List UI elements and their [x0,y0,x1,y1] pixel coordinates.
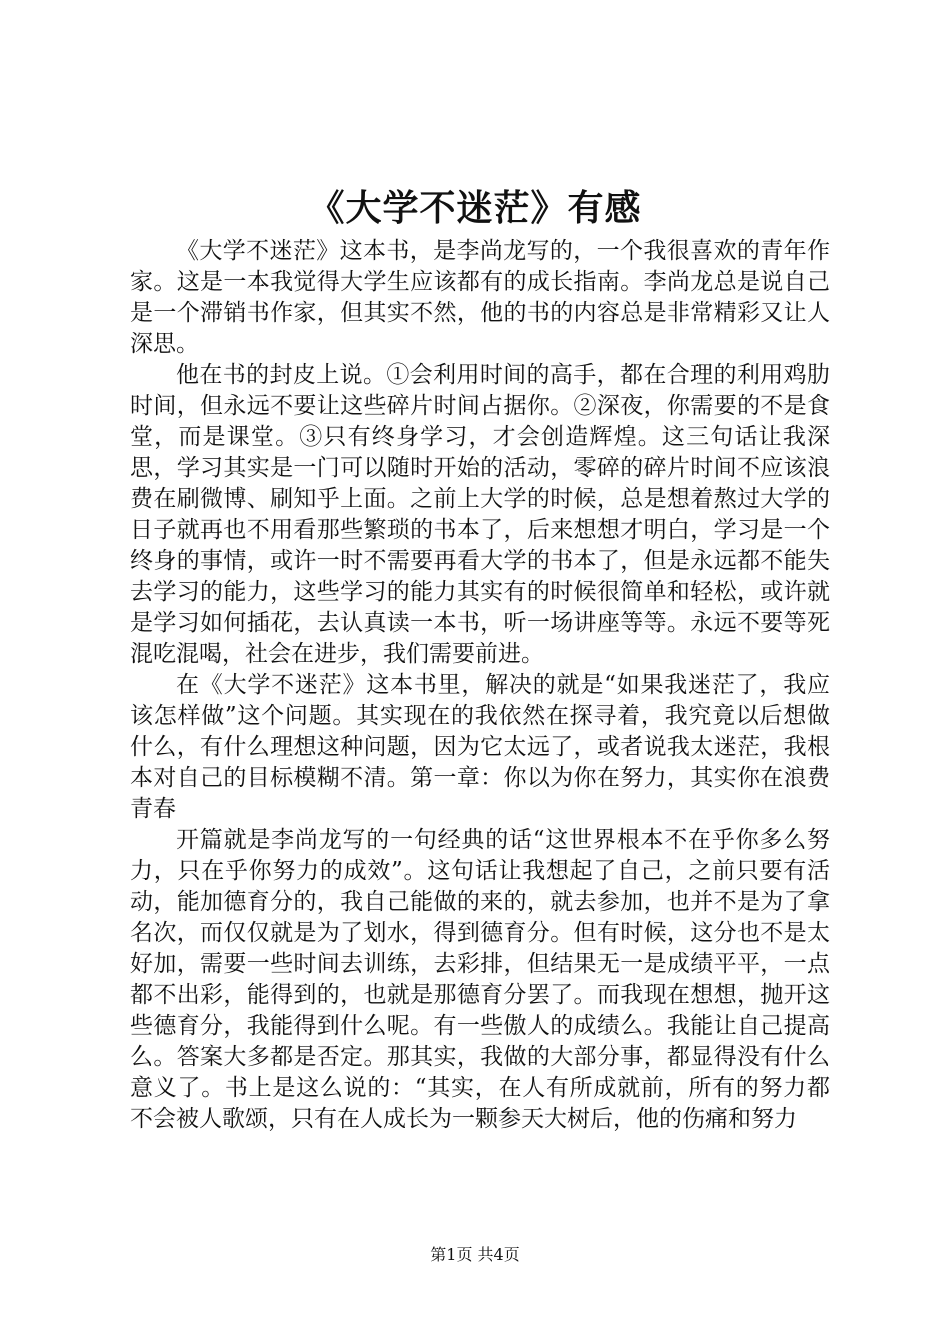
page-number-footer: 第1页 共4页 [430,1245,520,1264]
document-title: 《大学不迷茫》有感 [308,187,642,229]
paragraph: 开篇就是李尚龙写的一句经典的话“这世界根本不在乎你多么努力，只在乎你努力的成效”。这句话让我想起了自己，之前只要有活动，能加德育分的，我自己能做的来的，就去参加，也并不是为了拿名次，而仅仅就是为了划水，得到德育分。但有时候，这分也不是太好加，需要一些时间去训练，去彩排，但结果无一是成绩平平，一点都不出彩，能得到的，也就是那德育分罢了。而我现在想想，抛开这些德育分，我能得到什么呢。有一些傲人的成绩么。我能让自己提高么。答案大多都是否定。那其实，我做的大部分事，都显得没有什么意义了。书上是这么说的：“其实，在人有所成就前，所有的努力都不会被人歌颂，只有在人成长为一颗参天大树后，他的伤痛和努力 [130,827,830,1132]
paragraph: 在《大学不迷茫》这本书里，解决的就是“如果我迷茫了，我应该怎样做”这个问题。其实现在的我依然在探寻着，我究竟以后想做什么，有什么理想这种问题，因为它太远了，或者说我太迷茫，我根本对自己的目标模糊不清。第一章：你以为你在努力，其实你在浪费青春 [130,672,830,822]
paragraph: 《大学不迷茫》这本书，是李尚龙写的，一个我很喜欢的青年作家。这是一本我觉得大学生应该都有的成长指南。李尚龙总是说自己是一个滞销书作家，但其实不然，他的书的内容总是非常精彩又让人深思。 [130,238,830,357]
paragraph: 他在书的封皮上说。①会利用时间的高手，都在合理的利用鸡肋时间，但永远不要让这些碎片时间占据你。②深夜，你需要的不是食堂，而是课堂。③只有终身学习，才会创造辉煌。这三句话让我深思，学习其实是一门可以随时开始的活动，零碎的碎片时间不应该浪费在刷微博、刷知乎上面。之前上大学的时候，总是想着熬过大学的日子就再也不用看那些繁琐的书本了，后来想想才明白，学习是一个终身的事情，或许一时不需要再看大学的书本了，但是永远都不能失去学习的能力，这些学习的能力其实有的时候很简单和轻松，或许就是学习如何插花，去认真读一本书，听一场讲座等等。永远不要等死混吃混喝，社会在进步，我们需要前进。 [130,362,830,667]
document-body [130,236,830,1135]
